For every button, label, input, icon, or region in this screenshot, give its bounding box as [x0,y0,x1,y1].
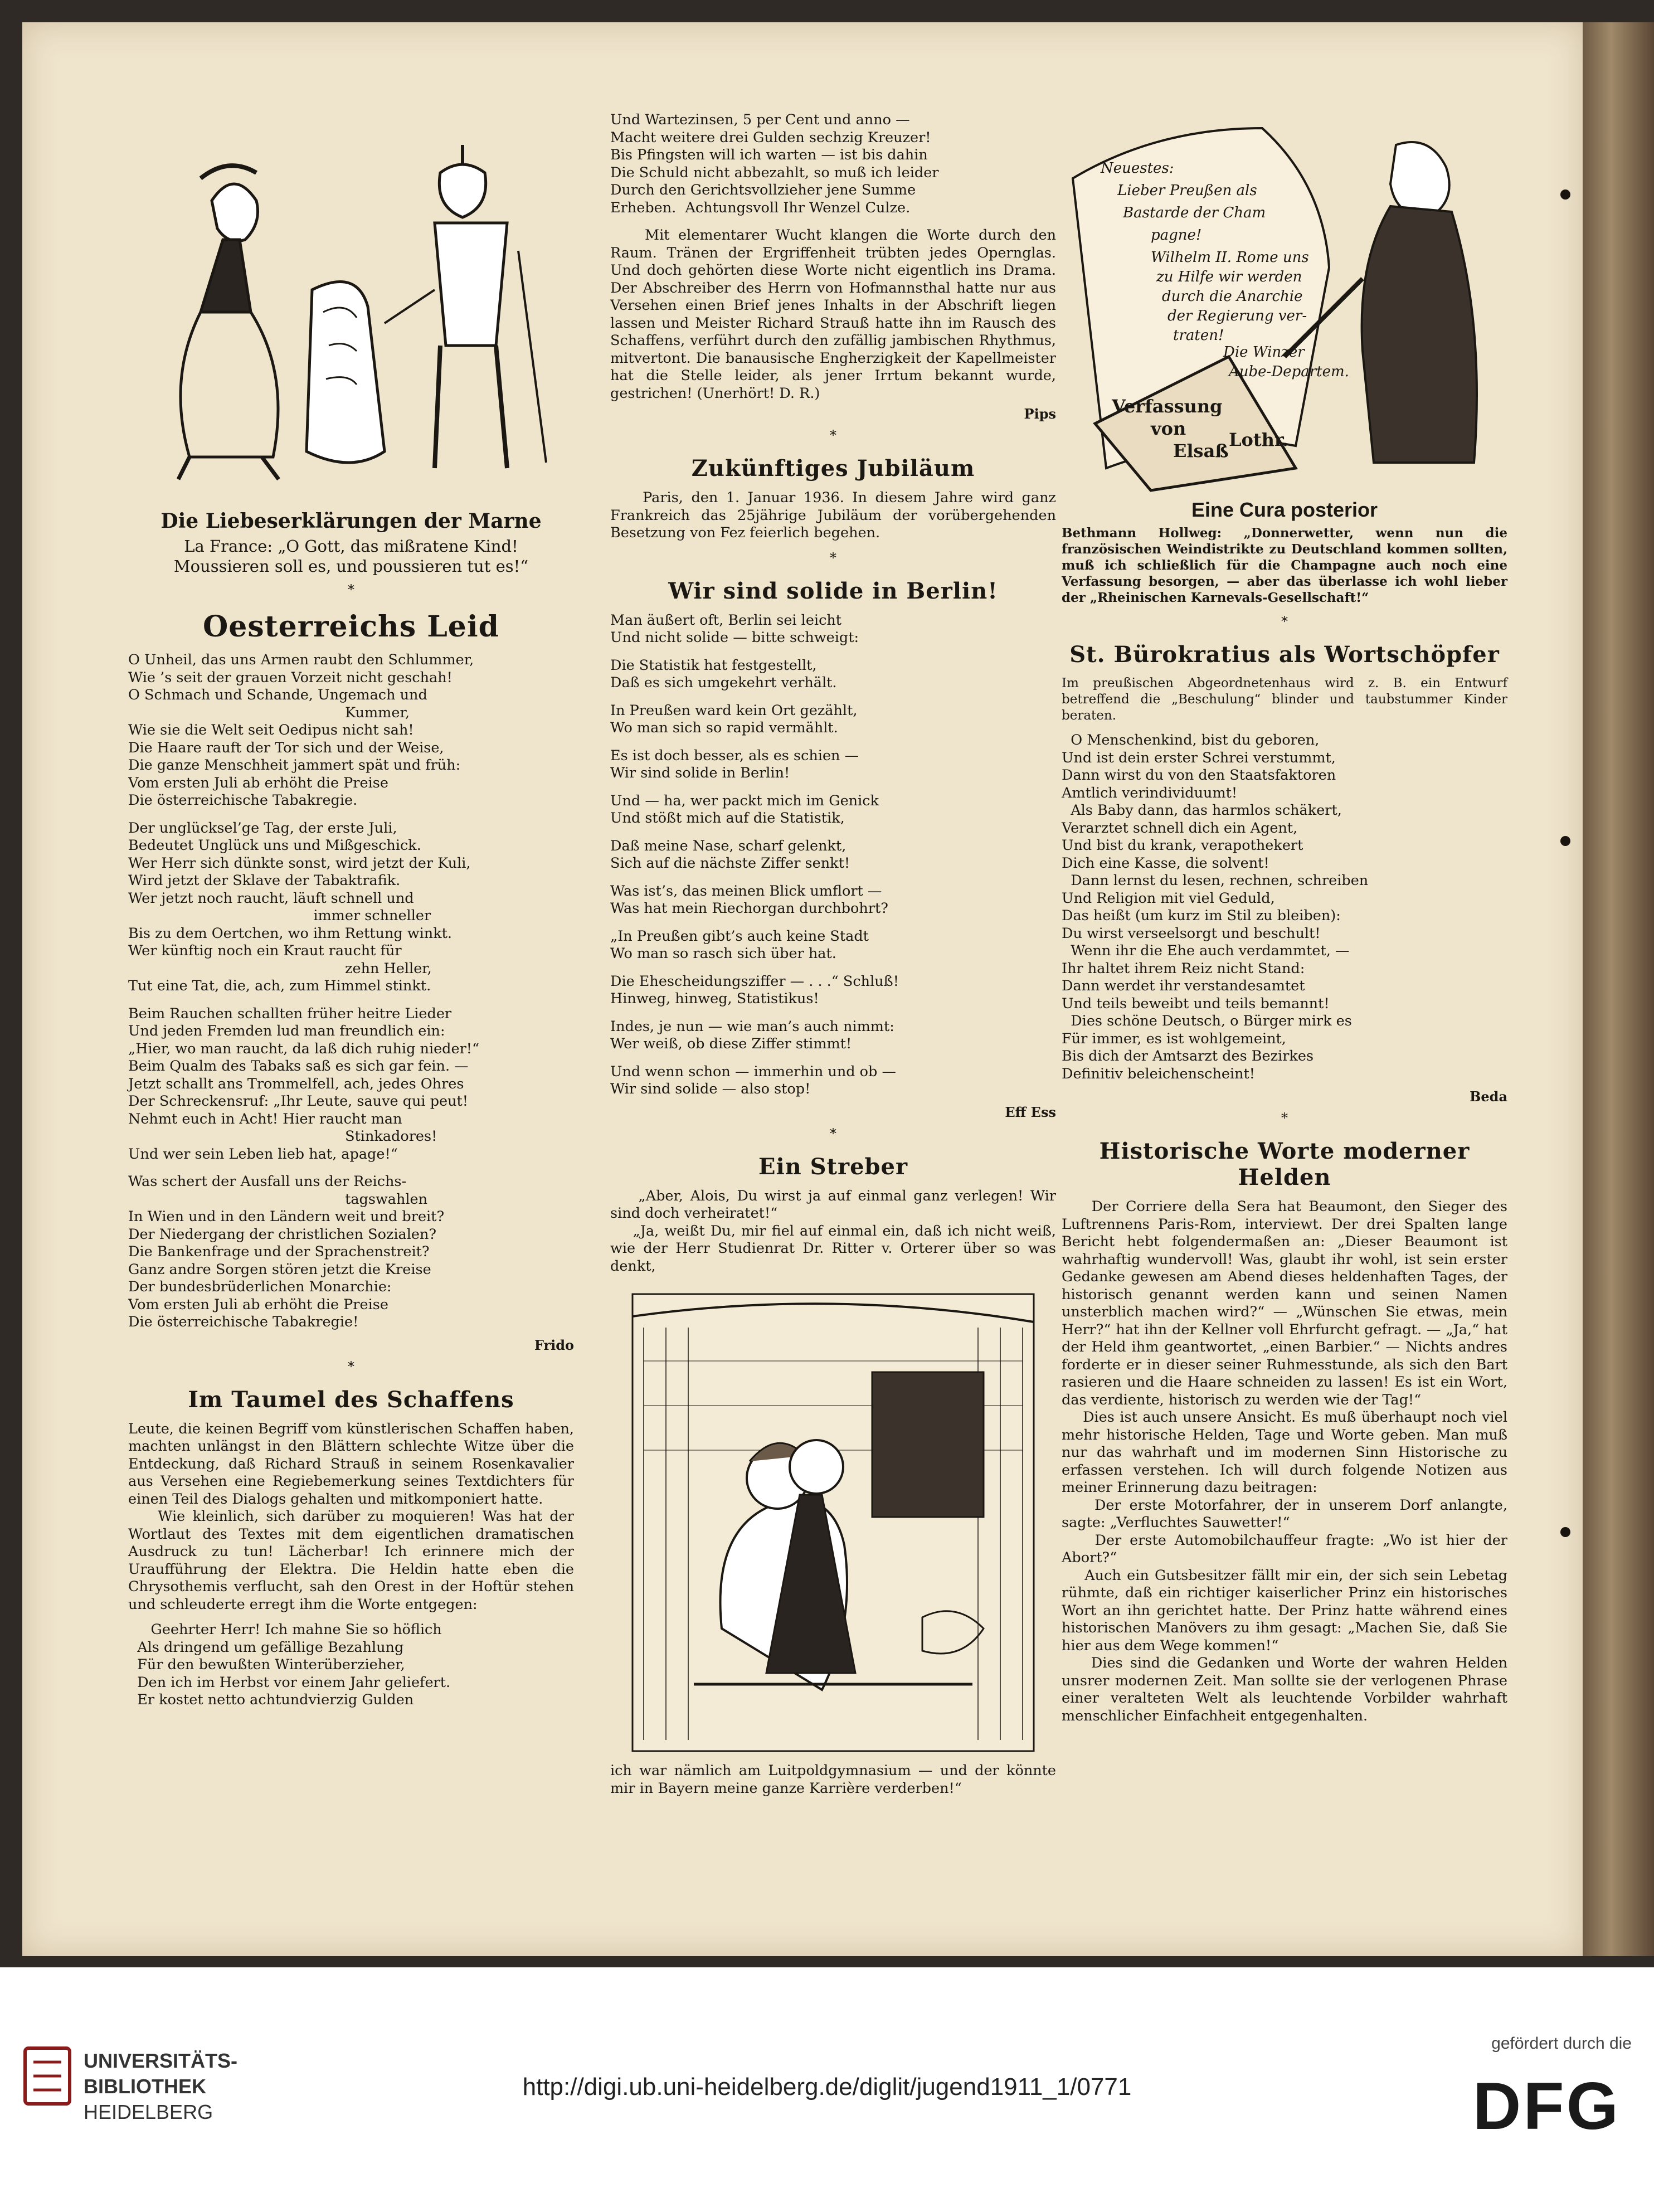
scroll-text: Wilhelm II. Rome uns [1151,249,1309,266]
poem-couplet: Daß meine Nase, scharf gelenkt, Sich auf die nächste Ziffer senkt! [610,837,850,872]
section-title-buerokratius: St. Bürokratius als Wortschöpfer [1069,641,1500,668]
scroll-text: Bastarde der Cham [1123,205,1266,221]
section-title-historische-worte: Historische Worte moderner Helden [1099,1138,1470,1190]
section-title-oesterreichs-leid: Oesterreichs Leid [203,610,499,644]
logo-line: BIBLIOTHEK [84,2075,206,2098]
dfg-logo: DFG [1472,2069,1621,2143]
article-intro: Im preußischen Abgeordnetenhaus wird z. B. ein Entwurf betreffend die „Beschulung“ blinder und taubstummer Kinder beraten. [1062,676,1512,723]
poem-couplet: In Preußen ward kein Ort gezählt, Wo man sich so rapid vermählt. [610,702,858,736]
logo-line: UNIVERSITÄTS- [84,2049,238,2072]
binding-stitch [1560,189,1570,200]
book-text: Elsaß [1173,440,1229,461]
section-title-solide-berlin: Wir sind solide in Berlin! [668,577,998,604]
poem-couplet: Indes, je nun — wie man’s auch nimmt: Wer weiß, ob diese Ziffer stimmt! [610,1018,894,1052]
poem-stanza: O Unheil, das uns Armen raubt den Schlummer, Wie ’s seit der grauen Vorzeit nicht geschah! O Schmach und Schande, Ungemach und Kummer, Wie sie die Welt seit Oedipus nicht sah! Die Haare rauft der Tor sich und der Weise, Die ganze Menschheit jammert spät und früh: Vom ersten Juli ab erhöht die Preise Die österreichische Tabakregie. [128,652,474,809]
book-text: Verfassung [1112,396,1223,417]
cura-posterior-cartoon [1062,111,1507,490]
poem-couplet: Die Ehescheidungsziffer — . . .“ Schluß! Hinweg, hinweg, Statistikus! [610,973,899,1007]
digitization-footer [0,1967,1654,2212]
scroll-text: Aube-Departem. [1229,363,1349,380]
separator-star: * [830,550,836,566]
newspaper-page [22,22,1583,1956]
cartoon-subtitle: La France: „O Gott, das mißratene Kind! Moussieren soll es, und poussieren tut es!“ [173,537,529,576]
binding-stitch [1560,836,1570,846]
poem-couplet: Und — ha, wer packt mich im Genick Und stößt mich auf die Statistik, [610,792,879,827]
poem: O Menschenkind, bist du geboren, Und ist dein erster Schrei verstummt, Dann wirst du von den Staatsfaktoren Amtlich verindividuumt! Als Baby dann, das harmlos schäkert, Verarztet schnell dich ein Agent, Und bist du krank, verapothekert Dich eine Kasse, die solvent! Dann lernst du lesen, rechnen, schreiben Und Religion mit viel Geduld, Das heißt (um kurz im Stil zu bleiben): Du wirst verseelsorgt und beschult! Wenn ihr die Ehe auch verdammtet, — Ihr haltet ihrem Reiz nicht Stand: Dann werdet ihr verstandesamtet Und teils beweibt und teils bemannt! Dies schöne Deutsch, o Bürger mirk es Für immer, es ist wohlgemeint, Bis dich der Amtsarzt des Bezirkes Definitiv beleichenscheint! [1062,732,1369,1082]
funding-note: gefördert durch die [1491,2034,1632,2053]
separator-star: * [830,1125,836,1141]
poem-couplet: Man äußert oft, Berlin sei leicht Und nicht solide — bitte schweigt: [610,611,859,646]
scroll-text: zu Hilfe wir werden [1156,269,1302,285]
book-text: Lothr. [1229,429,1288,450]
poem-couplet: „In Preußen gibt’s auch keine Stadt Wo man so rasch sich über hat. [610,927,869,962]
author-signature: Eff Ess [1005,1103,1056,1120]
separator-star: * [348,582,354,597]
permalink-url[interactable]: http://digi.ub.uni-heidelberg.de/diglit/jugend1911_1/0771 [522,2073,1132,2101]
poem-stanza: Beim Rauchen schallten früher heitre Lieder Und jeden Fremden lud man freundlich ein: „Hier, wo man raucht, da laß dich ruhig nieder!“ Beim Qualm des Tabaks saß es sich gar fein. — Jetzt schallt ans Trommelfell, ach, jedes Ohres Der Schreckensruf: „Ihr Leute, sauve qui peut! Nehmt euch in Acht! Hier raucht man Stinkadores! Und wer sein Leben lieb hat, apage!“ [128,1005,480,1163]
article-text: Paris, den 1. Januar 1936. In diesem Jahre wird ganz Frankreich das 25jährige Jubiläum der vorübergehenden Besetzung von Fez feierlich begehen. [610,489,1061,541]
poem-couplet: Es ist doch besser, als es schien — Wir sind solide in Berlin! [610,747,859,781]
book-spine [1583,22,1654,1956]
author-signature: Beda [1470,1088,1507,1105]
column-1 [128,111,574,1923]
letter-quote-continued: Und Wartezinsen, 5 per Cent und anno — Macht weitere drei Gulden sechzig Kreuzer! Bis Pfingsten will ich warten — ist bis dahin Die Schuld nicht abbezahlt, so muß ich leider Durch den Gerichtsvollzieher jene Summe Erheben. Achtungsvoll Ihr Wenzel Culze. [610,111,939,216]
article-text: Der Corriere della Sera hat Beaumont, den Sieger des Luftrennens Paris-Rom, interviewt. Der drei Spalten lange Bericht hebt folgendermaßen an: „Dieser Beaumont ist wahrhaftig wundervoll! Was, glaubt ihr wohl, ist sein erster Gedanke gewesen am Abend dieses heldenhaften Tages, der historisch genannt werden kann und seinen Namen unsterblich machen wird?“ — „Wünschen Sie etwas, mein Herr?“ hat ihn der Kellner voll Ehrfurcht gefragt. — „Ja,“ hat der Held ihm geantwortet, „einen Barbier.“ — Nichts andres forderte er in dieser seiner Ruhmesstunde, als sich den Bart rasieren und die Haare schneiden zu lassen! Es ist ein Wort, das verdiente, historisch zu werden wie der Tag!“ Dies ist auch unsere Ansicht. Es muß überhaupt noch viel mehr historische Helden, Tage und Worte geben. Man muß nur das wahrhaft und im modernen Sinn Historische zu erfassen verstehen. Ich will durch folgende Notizen aus meiner Erinnerung dazu beitragen: Der erste Motorfahrer, der in unserem Dorf anlangte, sagte: „Verfluchtes Sauwetter!“ Der erste Automobilchauffeur fragte: „Wo ist hier der Abort?“ Auch ein Gutsbesitzer fällt mir ein, der sich sein Lebetag rühmte, daß ein richtiger kaiserlicher Prinz ein historisches Wort an ihn gerichtet hatte. Der Prinz hatte während eines historischen Manövers zu ihm gesagt: „Machen Sie, daß Sie hier aus dem Wege kommen!“ Dies sind die Gedanken und Worte der wahren Helden unsrer modernen Zeit. Man sollte sie der verlogenen Phrase einer veralteten Welt als leuchtende Vorbilder wahrhaft menschlicher Einfachheit entgegenhalten. [1062,1198,1507,1724]
poem-couplet: Was ist’s, das meinen Blick umflort — Was hat mein Riechorgan durchbohrt? [610,882,888,917]
book-text: von [1151,418,1186,439]
poem-stanza: Der unglücksel’ge Tag, der erste Juli, Bedeutet Unglück uns und Mißgeschick. Wer Herr sich dünkte sonst, wird jetzt der Kuli, Wird jetzt der Sklave der Tabaktrafik. Wer jetzt noch raucht, läuft schnell und immer schneller Bis zu dem Oertchen, wo ihm Rettung winkt. Wer künftig noch ein Kraut raucht für zehn Heller, Tut eine Tat, die, ach, zum Himmel stinkt. [128,819,471,994]
section-title-taumel: Im Taumel des Schaffens [188,1386,514,1413]
cartoon-marne-illustration [128,111,574,502]
scroll-text: durch die Anarchie [1162,288,1303,305]
separator-star: * [830,427,836,443]
cartoon-title: Eine Cura posterior [1191,498,1378,521]
poem-stanza: Was schert der Ausfall uns der Reichs- tagswahlen In Wien und in den Ländern weit und breit? Der Niedergang der christlichen Sozialen? Die Bankenfrage und der Sprachenstreit? Ganz andre Sorgen stören jetzt die Kreise Der bundesbrüderlichen Monarchie: Vom ersten Juli ab erhöht die Preise Die österreichische Tabakregie! [128,1173,445,1330]
separator-star: * [348,1358,354,1374]
scroll-text: der Regierung ver- [1167,308,1307,324]
article-text: „Aber, Alois, Du wirst ja auf einmal ganz verlegen! Wir sind doch verheiratet!“ „Ja, weißt Du, mir fiel auf einmal ein, daß ich nicht weiß, wie der Herr Studienrat Dr. Ritter v. Orterer über so was denkt, [610,1187,1056,1275]
couple-illustration [610,1283,1056,1762]
scroll-text: Neuestes: [1101,160,1174,177]
separator-star: * [1281,614,1288,629]
article-text-end: ich war nämlich am Luitpoldgymnasium — und der könnte mir in Bayern meine ganze Karrière verderben!“ [610,1762,1061,1797]
section-title-jubilaeum: Zukünftiges Jubiläum [691,455,975,482]
scroll-text: pagne! [1151,227,1202,244]
column-3 [1062,111,1512,1923]
cartoon-subtitle: Bethmann Hollweg: „Donnerwetter, wenn nun die französischen Weindistrikte zu Deutschland kommen sollten, muß ich schließlich für die Champagne auch noch eine Verfassung besorgen, — aber das überlasse ich wohl lieber der „Rheinischen Karnevals-Gesellschaft!“ [1062,526,1512,605]
scroll-text: traten! [1173,327,1224,344]
binding-stitch [1560,1527,1570,1537]
poem-couplet: Die Statistik hat festgestellt, Daß es sich umgekehrt verhält. [610,657,837,691]
article-text: Mit elementarer Wucht klangen die Worte durch den Raum. Tränen der Ergriffenheit trübten jedes Opernglas. Und doch gehörten diese Worte nicht eigentlich ins Drama. Der Abschreiber des Herrn von Hofmannsthal hatte nur aus Versehen einen Brief jenes Inhalts in der Abschrift liegen lassen und Meister Richard Strauß hatte ihn im Rausch des Schaffens, verführt durch den zufällig jambischen Rhythmus, mitvertont. Die banausische Engherzigkeit der Kapellmeister hat die Stelle leider, als jener Irrtum bekannt wurde, gestrichen! (Unerhört! D. R.) [610,227,1061,402]
scroll-text: Die Winzer [1223,344,1305,361]
author-signature: Frido [534,1336,574,1353]
column-2 [610,111,1061,1923]
scroll-text: Lieber Preußen als [1117,182,1257,199]
poem-couplet: Und wenn schon — immerhin und ob — Wir sind solide — also stop! [610,1063,896,1097]
letter-quote: Geehrter Herr! Ich mahne Sie so höflich Als dringend um gefällige Bezahlung Für den bewußten Winterüberzieher, Den ich im Herbst vor einem Jahr geliefert. Er kostet netto achtundvierzig Gulden [137,1621,451,1708]
article-text: Leute, die keinen Begriff vom künstlerischen Schaffen haben, machten unlängst in den Blättern schlechte Witze über die Entdeckung, daß Richard Strauß in seinem Rosenkavalier aus Versehen eine Regiebemerkung seines Textdichters für einen Teil des Dialogs gehalten und mitkomponiert hatte. Wie kleinlich, sich darüber zu moquieren! Was hat der Wortlaut des Textes mit dem eigentlichen dramatischen Ausdruck zu tun! Lächerbar! Ich erinnere mich der Uraufführung der Elektra. Die Heldin hatte eben die Chrysothemis verflucht, sah den Orest in der Hoftür stehen und schleuderte erregt ihm die Worte entgegen: [128,1420,574,1613]
cartoon-title: Die Liebeserklärungen der Marne [160,509,542,533]
author-signature: Pips [1024,406,1056,422]
section-title-streber: Ein Streber [758,1153,908,1180]
logo-line: HEIDELBERG [84,2101,213,2123]
separator-star: * [1281,1110,1288,1126]
